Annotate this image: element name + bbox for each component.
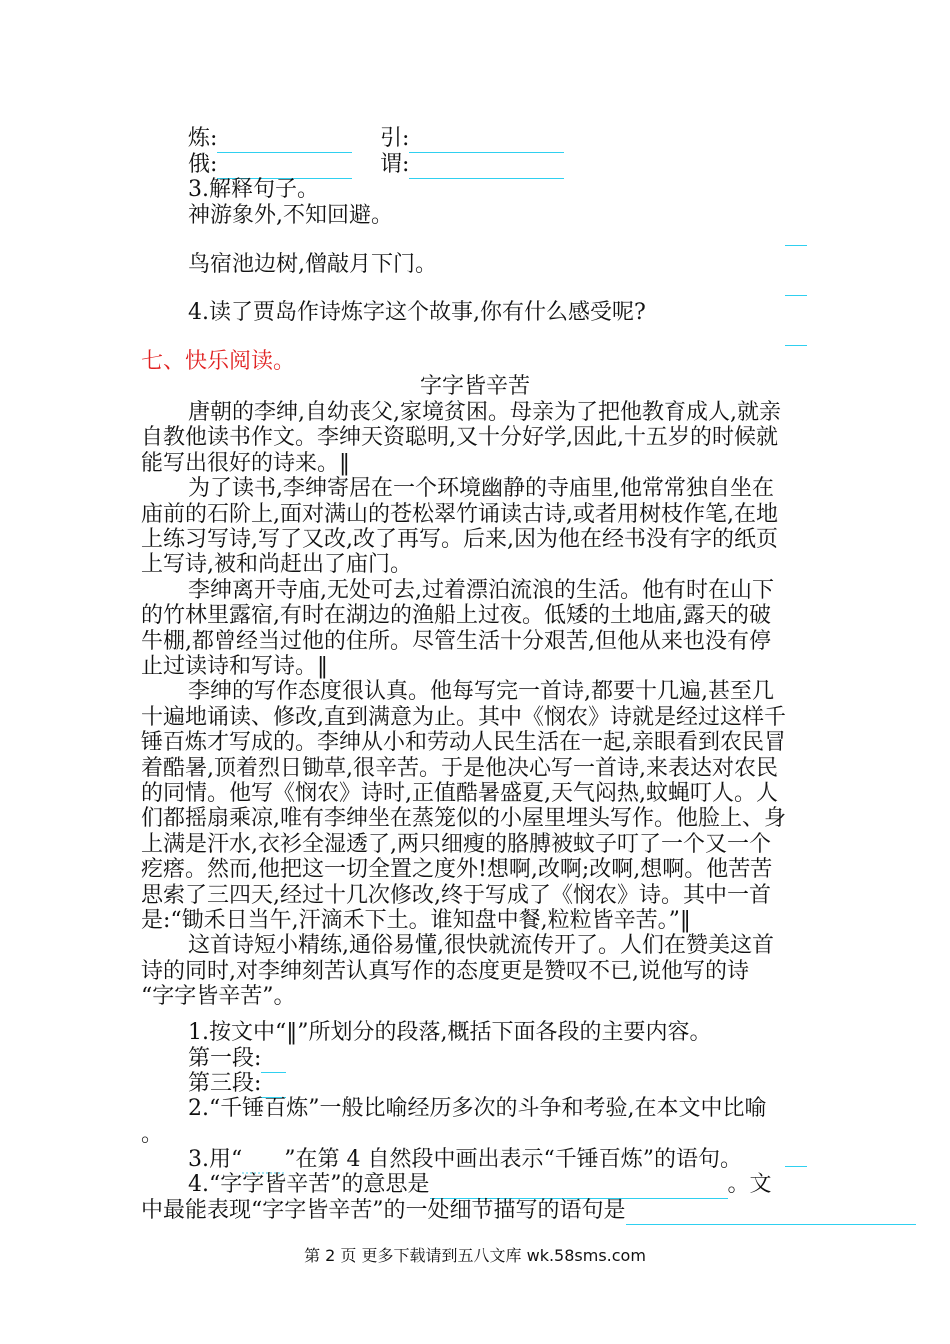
question: 2.“千锤百炼”一般比喻经历多次的斗争和考验,在本文中比喻 [188,1096,767,1121]
vocab-label: 引: [380,126,410,151]
question-text: ”在第 4 自然段中画出表示“千锤百炼”的语句。 [284,1147,742,1172]
question-text: 3.用“ [188,1147,243,1172]
answer-blank[interactable] [409,156,564,179]
passage-line: 锤百炼才写成的。李绅从小和劳动人民生活在一起,亲眼看到农民冒 [141,730,786,755]
question: 1.按文中“‖”所划分的段落,概括下面各段的主要内容。 [188,1020,712,1045]
passage-line: 止过读诗和写诗。‖ [141,654,329,679]
passage-line: 李绅的写作态度很认真。他每写完一首诗,都要十几遍,甚至几 [188,679,774,704]
passage-line: 牛棚,都曾经当过他的住所。尽管生活十分艰苦,但他从来也没有停 [141,629,771,654]
question-3 [188,1146,742,1174]
passage-title: 字字皆辛苦 [419,374,530,399]
passage-line: 十遍地诵读、修改,直到满意为止。其中《悯农》诗就是经过这样千 [141,705,786,730]
passage-line: 上练习写诗,写了又改,改了再写。后来,因为他在经书没有字的纸页 [141,527,778,552]
passage-line: 上满是汗水,衣衫全湿透了,两只细瘦的胳膊被蚊子叮了一个又一个 [141,832,771,857]
question-cont: 。 [141,1122,164,1147]
passage-line: 上写诗,被和尚赶出了庙门。 [141,552,412,577]
page-footer: 第 2 页 更多下载请到五八文库 wk.58sms.com [304,1246,646,1265]
answer-blank[interactable] [409,130,564,153]
passage-line: 为了读书,李绅寄居在一个环境幽静的寺庙里,他常常独自坐在 [188,476,774,501]
vocab-label: 谓: [380,152,410,177]
passage-line: 自教他读书作文。李绅天资聪明,又十分好学,因此,十五岁的时候就 [141,425,778,450]
question-4-cont [141,1197,916,1225]
question-4 [188,1171,772,1199]
passage-line: 是:“锄禾日当午,汗滴禾下土。谁知盘中餐,粒粒皆辛苦。”‖ [141,908,691,933]
passage-line: 能写出很好的诗来。‖ [141,451,351,476]
passage-line: 唐朝的李绅,自幼丧父,家境贫困。母亲为了把他教育成人,就亲 [188,400,781,425]
segment-3-row [188,1070,286,1098]
passage-line: 诗的同时,对李绅刻苦认真写作的态度更是赞叹不已,说他写的诗 [141,959,749,984]
passage-line: 们都摇扇乘凉,唯有李绅坐在蒸笼似的小屋里埋头写作。他脸上、身 [141,806,786,831]
passage-line: “字字皆辛苦”。 [141,984,296,1009]
segment-label: 第三段: [188,1071,262,1096]
answer-blank[interactable] [217,130,352,153]
passage-line: 的同情。他写《悯农》诗时,正值酷暑盛夏,天气闷热,蚊蝇叮人。人 [141,781,778,806]
question-text: 中最能表现“字字皆辛苦”的一处细节描写的语句是 [141,1198,626,1223]
question-title: 3.解释句子。 [188,177,319,202]
sentence: 鸟宿池边树,僧敲月下门。 [188,252,437,277]
vocab-label: 俄: [188,152,218,177]
passage-line: 这首诗短小精练,通俗易懂,很快就流传开了。人们在赞美这首 [188,933,774,958]
answer-blank[interactable] [626,1202,916,1225]
segment-label: 第一段: [188,1046,262,1071]
segment-1-row [188,1045,286,1073]
passage-line: 思索了三四天,经过十几次修改,终于写成了《悯农》诗。其中一首 [141,883,771,908]
answer-blank[interactable] [430,1176,728,1199]
vocab-row-2 [188,151,352,179]
vocab-label: 炼: [188,126,218,151]
question-text: 。文 [727,1172,772,1197]
passage-line: 庙前的石阶上,面对满山的苍松翠竹诵读古诗,或者用树枝作笔,在地 [141,502,778,527]
sentence: 神游象外,不知回避。 [188,203,393,228]
section-heading: 七、快乐阅读。 [141,349,296,374]
question-text: 4.“字字皆辛苦”的意思是 [188,1172,430,1197]
passage-line: 的竹林里露宿,有时在湖边的渔船上过夜。低矮的土地庙,露天的破 [141,603,771,628]
answer-blank[interactable] [785,245,807,246]
answer-blank[interactable] [785,1166,807,1167]
vocab-row-1 [188,125,352,153]
vocab-row-2b [380,151,564,179]
passage-line: 着酷暑,顶着烈日锄草,很辛苦。于是他决心写一首诗,来表达对农民 [141,756,778,781]
passage-line: 李绅离开寺庙,无处可去,过着漂泊流浪的生活。他有时在山下 [188,578,774,603]
passage-line: 疙瘩。然而,他把这一切全置之度外!想啊,改啊;改啊,想啊。他苦苦 [141,857,773,882]
answer-blank[interactable] [785,295,807,296]
question: 4.读了贾岛作诗炼字这个故事,你有什么感受呢? [188,300,646,325]
vocab-row-1b [380,125,564,153]
answer-blank[interactable] [785,345,807,346]
